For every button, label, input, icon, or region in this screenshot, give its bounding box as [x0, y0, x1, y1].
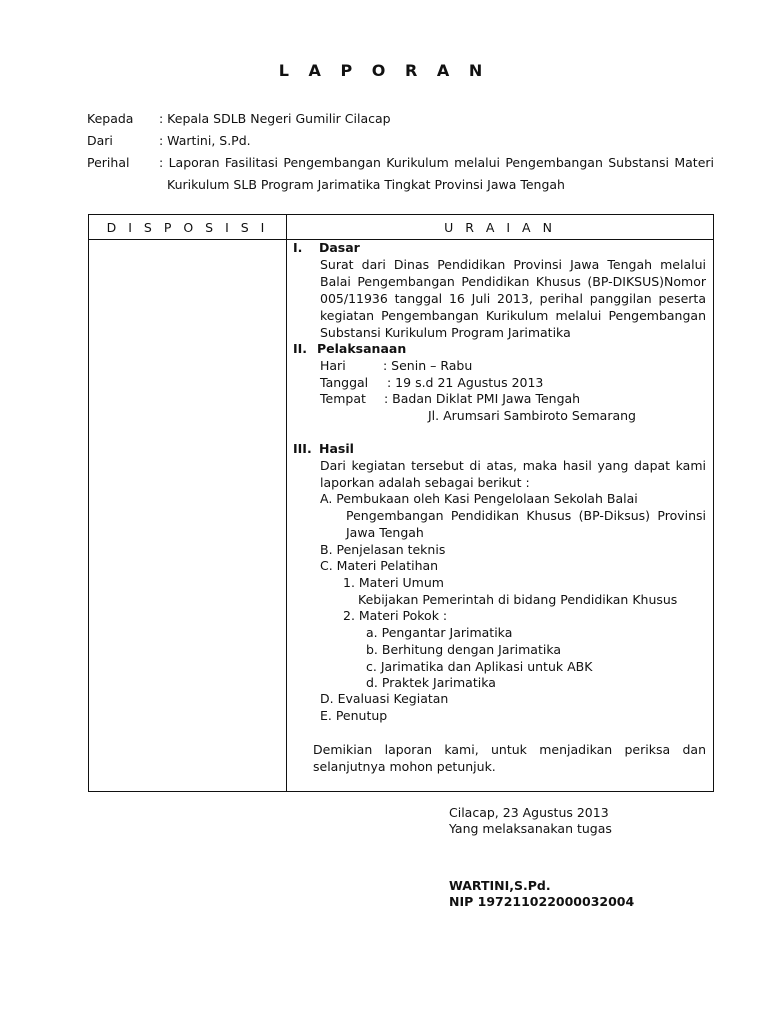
hasil-item-a-line3: Jawa Tengah — [346, 525, 424, 540]
column-header-uraian: U R A I A N — [444, 220, 556, 235]
dari-label: Dari — [87, 133, 113, 148]
hasil-item-a: A. Pembukaan oleh Kasi Pengelolaan Sekolah Balai — [320, 491, 638, 506]
hasil-item-e: E. Penutup — [320, 708, 388, 723]
materi-pokok-item: c. Jarimatika dan Aplikasi untuk ABK — [366, 659, 593, 674]
materi-umum-item: Kebijakan Pemerintah di bidang Pendidikan Khusus — [358, 592, 678, 607]
dari-value: : Wartini, S.Pd. — [159, 133, 251, 148]
section-pelaksanaan-heading: Pelaksanaan — [317, 341, 407, 356]
dasar-line: Surat dari Dinas Pendidikan Provinsi Jawa Tengah melalui — [320, 257, 706, 272]
perihal-value-line2: Kurikulum SLB Program Jarimatika Tingkat Provinsi Jawa Tengah — [167, 177, 565, 192]
perihal-label: Perihal — [87, 155, 130, 170]
kepada-value: : Kepala SDLB Negeri Gumilir Cilacap — [159, 111, 391, 126]
hasil-item-a-line2: Pengembangan Pendidikan Khusus (BP-Diksus) Provinsi — [346, 508, 706, 523]
hasil-intro-line2: laporkan adalah sebagai berikut : — [320, 475, 530, 490]
dari-row — [87, 133, 251, 149]
materi-umum-heading: 1. Materi Umum — [343, 575, 444, 590]
dasar-line: kegiatan Pengembangan Kurikulum melalui Pengembangan — [320, 308, 706, 323]
section-hasil-heading: Hasil — [319, 441, 354, 456]
perihal-value-line1: : Laporan Fasilitasi Pengembangan Kurikulum melalui Pengembangan Substansi Materi — [159, 155, 714, 170]
column-header-disposisi: D I S P O S I S I — [106, 220, 269, 235]
column-divider — [286, 215, 287, 791]
document-title: L A P O R A N — [278, 61, 490, 80]
materi-pokok-item: b. Berhitung dengan Jarimatika — [366, 642, 562, 657]
closing-line1: Demikian laporan kami, untuk menjadikan periksa dan — [313, 742, 706, 757]
report-table — [88, 214, 714, 792]
dasar-line: Balai Pengembangan Pendidikan Khusus (BP-DIKSUS)Nomor — [320, 274, 706, 289]
hasil-item-b: B. Penjelasan teknis — [320, 542, 446, 557]
section-pelaksanaan-number: II. — [293, 341, 308, 356]
hasil-intro-line1: Dari kegiatan tersebut di atas, maka hasil yang dapat kami — [320, 458, 706, 473]
kepada-label: Kepada — [87, 111, 134, 126]
tanggal-value: : 19 s.d 21 Agustus 2013 — [387, 375, 544, 390]
tempat-value: : Badan Diklat PMI Jawa Tengah — [384, 391, 581, 406]
hasil-item-c: C. Materi Pelatihan — [320, 558, 439, 573]
materi-pokok-heading: 2. Materi Pokok : — [343, 608, 448, 623]
tempat-value-2: Jl. Arumsari Sambiroto Semarang — [428, 408, 636, 423]
materi-pokok-item: a. Pengantar Jarimatika — [366, 625, 513, 640]
signature-role: Yang melaksanakan tugas — [449, 821, 612, 836]
hasil-item-d: D. Evaluasi Kegiatan — [320, 691, 449, 706]
tempat-label: Tempat — [320, 391, 366, 406]
closing-line2: selanjutnya mohon petunjuk. — [313, 759, 496, 774]
signature-name: WARTINI,S.Pd. — [449, 878, 551, 893]
section-dasar-heading: Dasar — [319, 240, 360, 255]
kepada-row — [87, 111, 391, 127]
tanggal-label: Tanggal — [320, 375, 369, 390]
signature-nip: NIP 197211022000032004 — [449, 894, 635, 909]
hari-label: Hari — [320, 358, 346, 373]
materi-pokok-item: d. Praktek Jarimatika — [366, 675, 496, 690]
perihal-row — [87, 155, 159, 171]
hari-value: : Senin – Rabu — [383, 358, 473, 373]
signature-place-date: Cilacap, 23 Agustus 2013 — [449, 805, 609, 820]
header-divider — [89, 239, 713, 240]
section-dasar-number: I. — [293, 240, 303, 255]
dasar-line: Substansi Kurikulum Program Jarimatika — [320, 325, 571, 340]
dasar-line: 005/11936 tanggal 16 Juli 2013, perihal panggilan peserta — [320, 291, 706, 306]
section-hasil-number: III. — [293, 441, 312, 456]
